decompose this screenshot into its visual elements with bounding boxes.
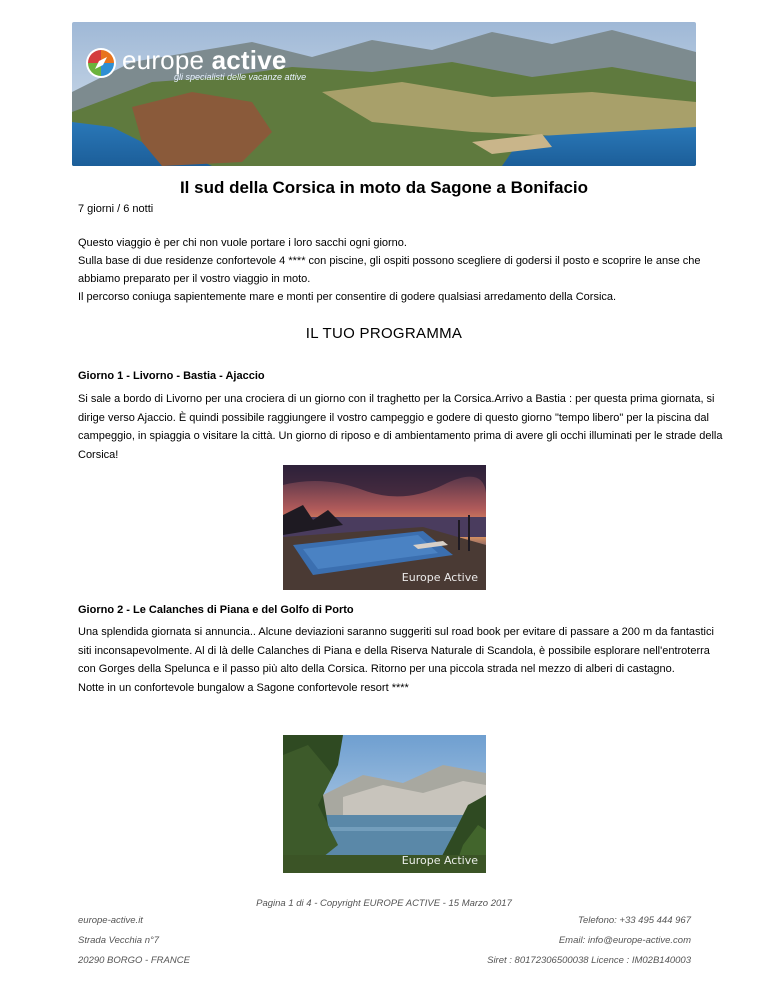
footer-registration: Siret : 80172306500038 Licence : IM02B140003: [487, 955, 691, 966]
footer-email-link[interactable]: Email: info@europe-active.com: [558, 935, 691, 946]
footer-address-street: Strada Vecchia n°7: [78, 935, 160, 946]
day-1-photo-pool-sunset: [283, 465, 486, 590]
photo-watermark: Europe Active: [401, 571, 478, 584]
day-1-title: Giorno 1 - Livorno - Bastia - Ajaccio: [78, 370, 265, 382]
compass-logo-icon: [84, 46, 118, 80]
day-2-description: Una splendida giornata si annuncia.. Alcune deviazioni saranno suggeriti sul road book per evitare di passare a 200 m da fantastici siti inconsapevolmente. Al di là delle Calanches di Piana e della Riserva Naturale di Scandola, è possibile esplorare nell'entroterra con Gorges della Spelunca e il passo più alto della Corsica. Ritorno per una piccola strada nel mezzo di alberi di castagno.: [78, 626, 714, 676]
document-title: Il sud della Corsica in moto da Sagone a Bonifacio: [179, 178, 589, 197]
intro-paragraph: Questo viaggio è per chi non vuole portare i loro sacchi ogni giorno.: [78, 237, 407, 249]
day-1-description: Si sale a bordo di Livorno per una crociera di un giorno con il traghetto per la Corsica.Arrivo a Bastia : per questa prima giornata, si dirige verso Ajaccio. È quindi possibile raggiungere il vostro campeggio e godere di questo giorno "tempo libero" per la piscina dal campeggio, in spiaggia o visitare la città. Un giorno di riposo e di ambientamento prima di avere gli occhi illuminati per le strade della Corsica!: [78, 393, 723, 461]
banner-landscape-image: [72, 22, 696, 166]
logo-tagline: gli specialisti delle vacanze attive: [174, 72, 307, 82]
intro-section: [78, 234, 718, 306]
logo-name-light: europe: [122, 45, 205, 75]
day-2-title: Giorno 2 - Le Calanches di Piana e del Golfo di Porto: [78, 604, 354, 616]
intro-paragraph: Sulla base di due residenze confortevole 4 **** con piscine, gli ospiti possono scegliere di godersi il posto e scoprire le anse che abbiamo preparato per il vostro viaggio in moto.: [78, 255, 701, 285]
photo-watermark: Europe Active: [401, 854, 478, 867]
mountain-lake-image: [283, 735, 486, 873]
brand-logo[interactable]: [84, 46, 306, 82]
day-2-photo-lake: [283, 735, 486, 873]
footer-phone: Telefono: +33 495 444 967: [578, 915, 691, 926]
intro-paragraph: Il percorso coniuga sapientemente mare e monti per consentire di godere qualsiasi arredamento della Corsica.: [78, 291, 617, 303]
trip-duration: 7 giorni / 6 notti: [78, 203, 154, 215]
logo-name-bold: active: [211, 45, 287, 75]
header-banner: [72, 22, 696, 166]
day-2-note: Notte in un confortevole bungalow a Sagone confortevole resort ****: [78, 682, 409, 694]
program-heading: IL TUO PROGRAMMA: [305, 325, 463, 342]
footer-address-city: 20290 BORGO - FRANCE: [78, 955, 190, 966]
footer-website-link[interactable]: europe-active.it: [78, 915, 143, 926]
page-number-copyright: Pagina 1 di 4 - Copyright EUROPE ACTIVE - 15 Marzo 2017: [256, 898, 512, 909]
